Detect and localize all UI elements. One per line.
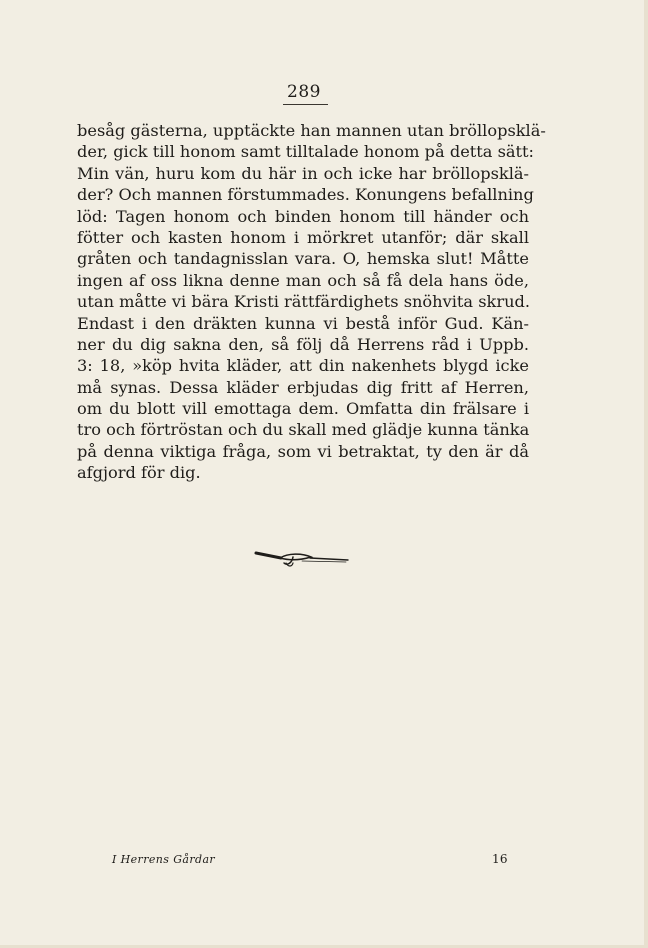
footer-book-title: I Herrens Gårdar [112, 853, 216, 866]
text-line: Endast i den dräkten kunna vi bestå inför Gud. Kän- [77, 313, 529, 333]
text-line: besåg gästerna, upptäckte han mannen utan bröllopsklä- [77, 121, 546, 140]
text-line: der? Och mannen förstummades. Konungens befallning [77, 185, 534, 205]
text-line: på denna viktiga fråga, som vi betraktat, ty den är då [77, 441, 529, 461]
text-line-last: afgjord för dig. [77, 463, 201, 483]
text-line: 3: 18, »köp hvita kläder, att din nakenhets blygd icke [77, 356, 529, 376]
text-line: må synas. Dessa kläder erbjudas dig fritt af Herren, [77, 377, 529, 397]
text-line: utan måtte vi bära Kristi rättfärdighets snöhvita skrud. [77, 292, 531, 312]
text-line: der, gick till honom samt tilltalade honom på detta sätt: [77, 142, 535, 162]
page-number: 289 [287, 82, 321, 102]
text-line: fötter och kasten honom i mörkret utanför; där skall [77, 227, 529, 247]
page-number-rule [283, 104, 328, 105]
text-line: ingen af oss likna denne man och så få dela hans öde, [77, 270, 529, 290]
text-line: om du blott vill emottaga dem. Omfatta din frälsare i [77, 399, 529, 419]
text-line: löd: Tagen honom och binden honom till händer och [77, 206, 529, 226]
text-line: tro och förtröstan och du skall med glädje kunna tänka [77, 420, 530, 440]
text-line: gråten och tandagnisslan vara. O, hemska slut! Måtte [77, 249, 529, 269]
body-text [77, 120, 546, 484]
tailpiece-ornament-icon [250, 545, 350, 575]
text-line: ner du dig sakna den, så följ då Herrens råd i Uppb. [77, 334, 529, 354]
text-line: Min vän, huru kom du här in och icke har bröllopsklä- [77, 163, 529, 183]
footer-signature: 16 [492, 852, 508, 866]
